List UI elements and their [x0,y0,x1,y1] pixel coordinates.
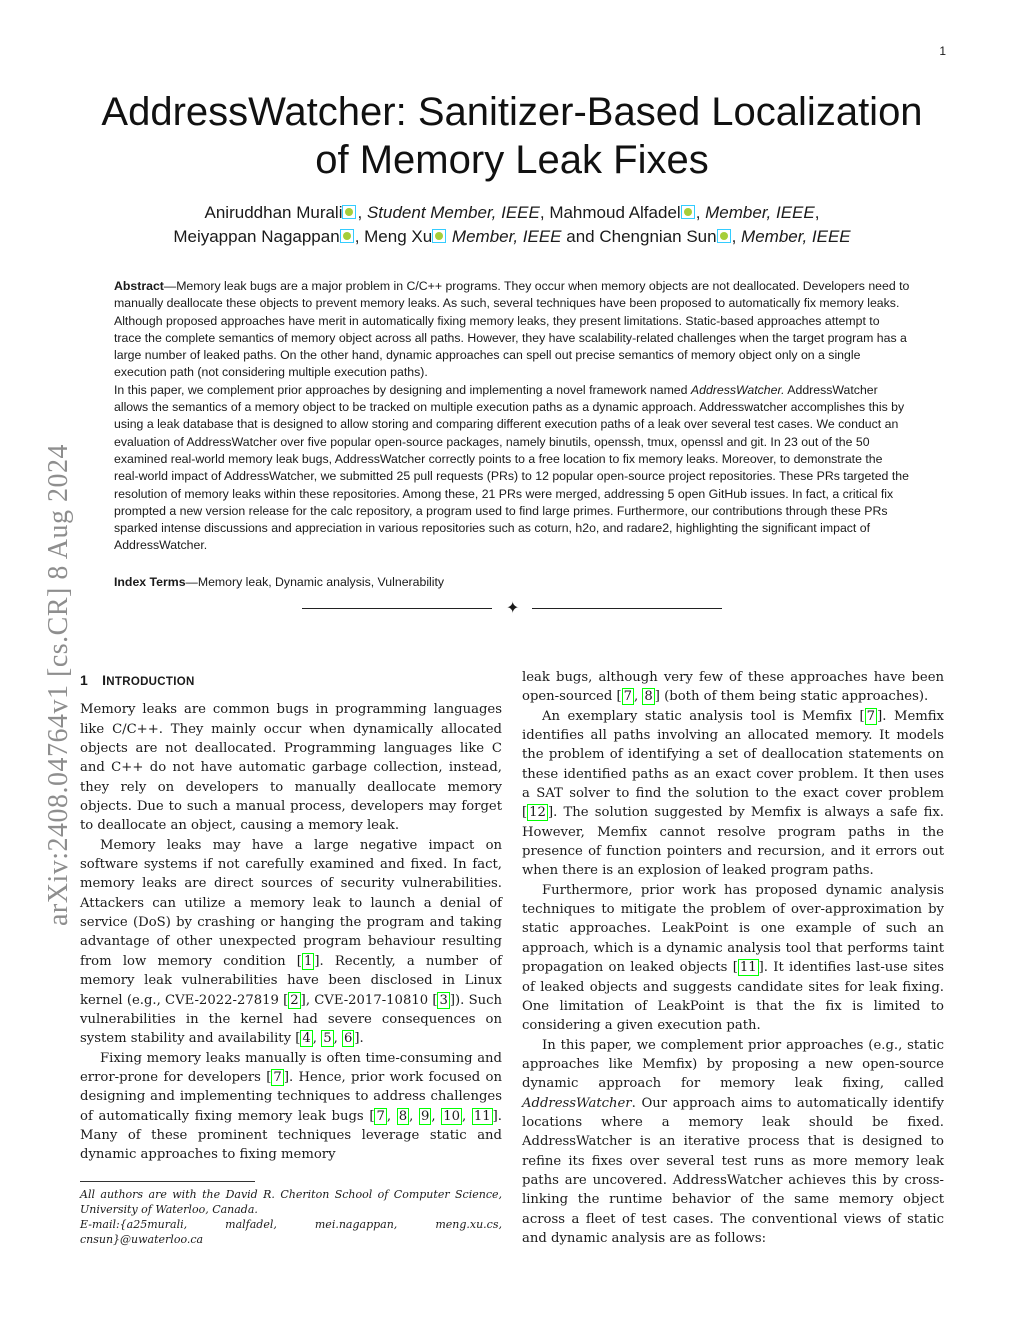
footnote-affiliation: All authors are with the David R. Cheriton School of Computer Science, University of Waterloo, Canada. [80,1188,502,1216]
abstract-paragraph-2: In this paper, we complement prior approaches by designing and implementing a novel framework named AddressWatcher. AddressWatcher allows the semantics of a memory object to be tracked on multiple execution paths as a dynamic approach. Addresswatcher accomplishes this by using a leak database that is designed to allow storing and comparing different execution paths of a leak over several test cases. We conduct an evaluation of AddressWatcher over five popular open-source packages, namely binutils, openssh, tmux, openssl and git. In 23 out of the 50 examined real-world memory leak bugs, AddressWatcher correctly points to a free location to fix memory leaks. Moreover, to demonstrate the real-world impact of AddressWatcher, we submitted 25 pull requests (PRs) to 12 popular open-source project repositories. These PRs targeted the resolution of memory leaks within these repositories. Among these, 21 PRs were merged, addressing 5 open GitHub issues. In fact, a critical fix prompted a new version release for the calc repository, a program used to find large primes. Furthermore, our contributions through these PRs sparked intense discussions and appreciation in various repositories such as coturn, h2o, and radare2, highlighting the significant impact of AddressWatcher. [114,382,909,553]
body-paragraph: leak bugs, although very few of these approaches have been open-sourced [ 7 , 8 ] (both of them being static approaches). [522,670,944,705]
citation-link[interactable]: 10 [443,1108,460,1124]
orcid-icon[interactable] [432,229,446,243]
citation-link[interactable]: 12 [529,805,546,821]
orcid-icon[interactable] [681,205,695,219]
section-heading: 1 INTRODUCTION [80,672,195,688]
abstract-paragraph-1: Abstract—Memory leak bugs are a major problem in C/C++ programs. They occur when memory objects are not deallocated. Developers need to manually deallocate these objects to prevent memory leaks. As such, several techniques have been proposed to automatically fix memory leaks. Although proposed approaches have merit in automatically fixing memory leaks, they present limitations. Static-based approaches attempt to trace the complete semantics of memory object across all paths. However, they have scalability-related challenges when the target program has a large number of leaked paths. On the other hand, dynamic approaches can spell out precise semantics of memory object only on a single execution path (not considering multiple execution paths). [114,279,910,380]
author-list [80,201,944,249]
body-paragraph: Fixing memory leaks manually is often time-consuming and error-prone for developers [ 7 ]. Hence, prior work focused on designing and implementing techniques to address challenges of automatically fixing memory leak bugs [ 7 , 8 , 9 , 10 , 11 ]. Many of these prominent techniques leverage static and dynamic approaches to fixing memory [80,1050,502,1163]
right-column [522,668,944,1248]
author-name: Meng Xu [364,227,433,246]
author-name: Mahmoud Alfadel [549,203,681,222]
divider-line-left [302,608,492,609]
author-role: Member, IEEE [705,203,815,222]
author-conjunction: and [566,227,595,246]
footnote-rule [80,1181,255,1182]
citation-link[interactable]: 5 [323,1031,332,1047]
citation-link[interactable]: 9 [420,1108,430,1124]
citation-link[interactable]: 7 [273,1069,282,1085]
index-terms-label: Index Terms [114,575,186,589]
section-divider [302,600,722,618]
citation-link[interactable]: 11 [739,960,757,976]
arxiv-identifier[interactable]: arXiv:2408.04764v1 [cs.CR] 8 Aug 2024 [43,443,74,926]
author-name: Meiyappan Nagappan [173,227,340,246]
citation-link[interactable]: 1 [303,953,313,969]
citation-link[interactable]: 6 [343,1031,353,1047]
section-number: 1 [80,672,89,688]
citation-link[interactable]: 3 [439,992,448,1008]
citation-link[interactable]: 7 [623,689,633,705]
abstract [114,278,910,555]
divider-ornament-icon: ✦ [506,598,520,617]
body-paragraph: Memory leaks are common bugs in programming languages like C/C++. They mainly occur when dynamically allocated objects are not deallocated. Programming languages like C and C++ do not have automatic garbage collection, instead, they rely on developers to manually deallocate memory objects. Due to such a manual process, developers may forget to deallocate an object, causing a memory leak. [80,702,502,834]
left-column [80,668,502,1165]
citation-link[interactable]: 8 [644,689,653,705]
citation-link[interactable]: 4 [302,1031,311,1047]
citation-link[interactable]: 7 [866,708,876,724]
footnote [80,1187,502,1247]
body-paragraph: An exemplary static analysis tool is Memfix [ 7 ]. Memfix identifies all paths involving an allocated memory. It models the problem of identifying a set of deallocation statements on these identified paths as an exact cover problem. It then uses a SAT solver to find the solution to the exact cover problem [ 12 ]. The solution suggested by Memfix is always a safe fix. However, Memfix cannot resolve program paths in the presence of function pointers and recursion, and it errors out when there is an explosion of leaked program paths. [522,708,944,879]
tool-name: AddressWatcher [522,1095,632,1111]
author-role: Member, IEEE [741,227,851,246]
author-name: Chengnian Sun [599,227,717,246]
page-number: 1 [939,44,946,58]
author-line-1: Aniruddhan Murali , Student Member, IEEE, Mahmoud Alfadel , Member, IEEE, [204,203,820,222]
author-role: Student Member, IEEE [366,203,540,222]
divider-line-right [532,608,722,609]
index-terms: Index Terms—Memory leak, Dynamic analysis, Vulnerability [114,575,445,589]
citation-link[interactable]: 8 [398,1108,408,1124]
orcid-icon[interactable] [342,205,356,219]
orcid-icon[interactable] [717,229,731,243]
footnote-email: E-mail:{a25murali, malfadel, mei.nagappan, meng.xu.cs, cnsun}@uwaterloo.ca [80,1218,502,1246]
title-line-2: of Memory Leak Fixes [315,138,709,182]
body-paragraph: Memory leaks may have a large negative impact on software systems if not carefully examined and fixed. In fact, memory leaks are direct sources of security vulnerabilities. Attackers can utilize a memory leak to launch a denial of service (DoS) by crashing or hanging the program and taking advantage of other unexpected program behaviour resulting from low memory condition [ 1 ]. Recently, a number of memory leak vulnerabilities have been disclosed in Linux kernel (e.g., CVE-2022-27819 [ 2 ], CVE-2017-10810 [ 3 ]). Such vulnerabilities in the kernel had severe consequences on system stability and availability [ 4 , 5 , 6 ]. [80,837,502,1047]
paper-title [80,88,944,184]
author-line-2: Meiyappan Nagappan , Meng Xu Member, IEEE and Chengnian Sun , Member, IEEE [173,227,851,246]
author-name: Aniruddhan Murali [204,203,343,222]
abstract-label: Abstract [114,279,164,293]
author-role: Member, IEEE [451,227,562,246]
body-paragraph: In this paper, we complement prior approaches (e.g., static approaches like Memfix) by proposing a new open-source dynamic approach for memory leak fixing, called AddressWatcher. Our approach aims to automatically identify locations where a memory leak should be fixed. AddressWatcher is an iterative process that is designed to refine its fixes over several test runs as more memory leak paths are uncovered. AddressWatcher achieves this by cross-linking the runtime behavior of the same memory object across a fleet of test cases. The conventional views of static and dynamic analysis are as follows: [522,1037,944,1246]
tool-name: AddressWatcher. [690,382,785,397]
body-paragraph: Furthermore, prior work has proposed dynamic analysis techniques to mitigate the problem of over-approximation by static approaches. LeakPoint is one example of such an approach, which is a dynamic analysis tool that performs taint propagation on leaked objects [ 11 ]. It identifies last-use sites of leaked objects and suggests candidate sites for leak fixing. One limitation of LeakPoint is that the fix is limited to considering a given execution path. [522,882,944,1034]
title-line-1: AddressWatcher: Sanitizer-Based Localization [101,90,923,134]
orcid-icon[interactable] [340,229,354,243]
citation-link[interactable]: 2 [290,992,299,1008]
citation-link[interactable]: 7 [376,1108,385,1124]
citation-link[interactable]: 11 [473,1108,491,1124]
